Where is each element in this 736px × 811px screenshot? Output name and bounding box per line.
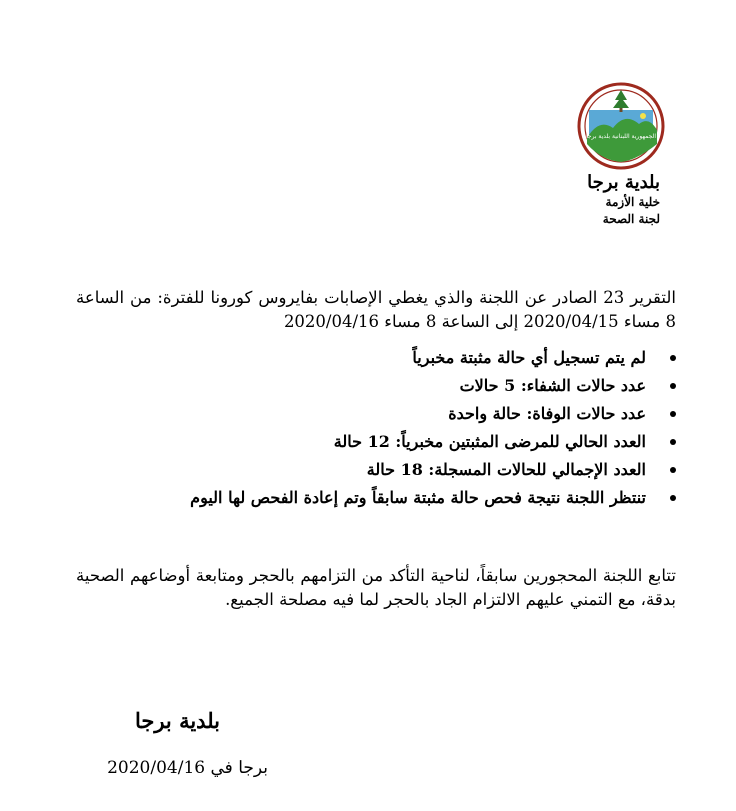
bullet-text: العدد الإجمالي للحالات المسجلة: 18 حالة bbox=[366, 460, 646, 479]
date-line: برجا في 2020/04/16 bbox=[107, 758, 268, 778]
bullet-item bbox=[130, 428, 676, 456]
municipality-name: بلدية برجا bbox=[587, 172, 660, 193]
bullet-item bbox=[130, 400, 676, 428]
signature: بلدية برجا bbox=[134, 708, 220, 733]
bullet-icon bbox=[670, 383, 676, 389]
report-bullets bbox=[130, 344, 676, 512]
bullet-icon bbox=[670, 355, 676, 361]
bullet-text: العدد الحالي للمرضى المثبتين مخبرياً: 12 حالة bbox=[333, 432, 646, 451]
bullet-icon bbox=[670, 411, 676, 417]
bullet-icon bbox=[670, 495, 676, 501]
bullet-text: لم يتم تسجيل أي حالة مثبتة مخبرياً bbox=[412, 348, 646, 367]
bullet-item bbox=[130, 372, 676, 400]
logo-caption: الجمهورية اللبنانية بلدية برجا bbox=[585, 133, 657, 140]
bullet-text: تنتظر اللجنة نتيجة فحص حالة مثبتة سابقاً وتم إعادة الفحص لها اليوم bbox=[190, 488, 646, 507]
follow-up-paragraph: تتابع اللجنة المحجورين سابقاً، لناحية التأكد من التزامهم بالحجر ومتابعة أوضاعهم الصحية بدقة، مع التمني عليهم الالتزام الجاد بالحجر لما فيه مصلحة الجميع. bbox=[76, 566, 676, 609]
bullet-icon bbox=[670, 467, 676, 473]
letterhead bbox=[470, 172, 660, 228]
bullet-text: عدد حالات الوفاة: حالة واحدة bbox=[448, 404, 646, 423]
crisis-cell-label: خلية الأزمة bbox=[605, 195, 660, 209]
bullet-item bbox=[130, 344, 676, 372]
bullet-icon bbox=[670, 439, 676, 445]
municipality-logo bbox=[577, 82, 665, 170]
bullet-item bbox=[130, 456, 676, 484]
bullet-item bbox=[130, 484, 676, 512]
health-committee-label: لجنة الصحة bbox=[602, 212, 660, 226]
bullet-text: عدد حالات الشفاء: 5 حالات bbox=[459, 376, 646, 395]
report-intro: التقرير 23 الصادر عن اللجنة والذي يغطي الإصابات بفايروس كورونا للفترة: من الساعة 8 مساء 2020/04/15 إلى الساعة 8 مساء 2020/04/16 bbox=[76, 288, 676, 331]
